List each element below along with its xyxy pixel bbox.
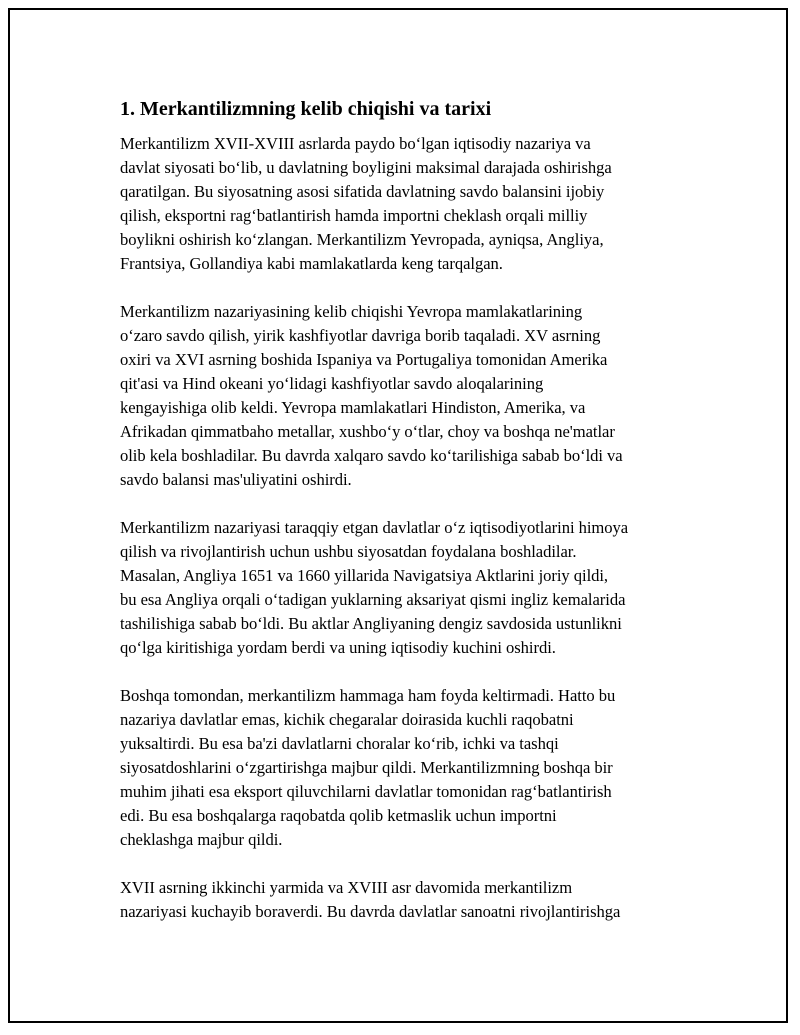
paragraph-line: boylikni oshirish ko‘zlangan. Merkantilizm Yevropada, ayniqsa, Angliya,: [120, 230, 604, 249]
paragraph-line: davlat siyosati bo‘lib, u davlatning boyligini maksimal darajada oshirishga: [120, 158, 612, 177]
paragraph-line: bu esa Angliya orqali o‘tadigan yuklarning aksariyat qismi ingliz kemalarida: [120, 590, 626, 609]
paragraph-line: Masalan, Angliya 1651 va 1660 yillarida Navigatsiya Aktlarini joriy qildi,: [120, 566, 609, 585]
paragraph-line: qilish va rivojlantirish uchun ushbu siyosatdan foydalana boshladilar.: [120, 542, 577, 561]
document-page: [8, 8, 788, 1023]
paragraph-line: nazariya davlatlar emas, kichik chegaralar doirasida kuchli raqobatni: [120, 710, 574, 729]
paragraph-line: Merkantilizm XVII-XVIII asrlarda paydo bo‘lgan iqtisodiy nazariya va: [120, 134, 591, 153]
paragraph-line: Frantsiya, Gollandiya kabi mamlakatlarda keng tarqalgan.: [120, 254, 503, 273]
paragraph-line: olib kela boshladilar. Bu davrda xalqaro savdo ko‘tarilishiga sabab bo‘ldi va: [120, 446, 623, 465]
paragraph-line: kengayishiga olib keldi. Yevropa mamlakatlari Hindiston, Amerika, va: [120, 398, 586, 417]
paragraph-line: qo‘lga kiritishiga yordam berdi va uning iqtisodiy kuchini oshirdi.: [120, 638, 556, 657]
paragraph-container: [120, 132, 700, 924]
paragraph-line: nazariyasi kuchayib boraverdi. Bu davrda davlatlar sanoatni rivojlantirishga: [120, 902, 621, 921]
paragraph-line: qilish, eksportni rag‘batlantirish hamda importni cheklash orqali milliy: [120, 206, 588, 225]
paragraph-line: edi. Bu esa boshqalarga raqobatda qolib ketmaslik uchun importni: [120, 806, 557, 825]
paragraph: [120, 876, 700, 924]
paragraph-line: o‘zaro savdo qilish, yirik kashfiyotlar davriga borib taqaladi. XV asrning: [120, 326, 601, 345]
paragraph: [120, 300, 700, 492]
document-body: [120, 96, 700, 948]
paragraph-line: qit'asi va Hind okeani yo‘lidagi kashfiyotlar savdo aloqalarining: [120, 374, 544, 393]
paragraph-line: oxiri va XVI asrning boshida Ispaniya va Portugaliya tomonidan Amerika: [120, 350, 608, 369]
paragraph-line: savdo balansi mas'uliyatini oshirdi.: [120, 470, 352, 489]
section-heading: 1. Merkantilizmning kelib chiqishi va tarixi: [120, 98, 492, 120]
paragraph: [120, 516, 700, 660]
paragraph-line: siyosatdoshlarini o‘zgartirishga majbur qildi. Merkantilizmning boshqa bir: [120, 758, 613, 777]
paragraph-line: qaratilgan. Bu siyosatning asosi sifatida davlatning savdo balansini ijobiy: [120, 182, 605, 201]
paragraph-line: Afrikadan qimmatbaho metallar, xushbo‘y o‘tlar, choy va boshqa ne'matlar: [120, 422, 615, 441]
paragraph-line: cheklashga majbur qildi.: [120, 830, 283, 849]
paragraph-line: muhim jihati esa eksport qiluvchilarni davlatlar tomonidan rag‘batlantirish: [120, 782, 612, 801]
paragraph-line: Merkantilizm nazariyasining kelib chiqishi Yevropa mamlakatlarining: [120, 302, 583, 321]
paragraph-line: XVII asrning ikkinchi yarmida va XVIII asr davomida merkantilizm: [120, 878, 573, 897]
paragraph-line: Boshqa tomondan, merkantilizm hammaga ham foyda keltirmadi. Hatto bu: [120, 686, 616, 705]
paragraph-line: tashilishiga sabab bo‘ldi. Bu aktlar Angliyaning dengiz savdosida ustunlikni: [120, 614, 622, 633]
paragraph: [120, 684, 700, 852]
paragraph: [120, 132, 700, 276]
paragraph-line: yuksaltirdi. Bu esa ba'zi davlatlarni choralar ko‘rib, ichki va tashqi: [120, 734, 559, 753]
paragraph-line: Merkantilizm nazariyasi taraqqiy etgan davlatlar o‘z iqtisodiyotlarini himoya: [120, 518, 629, 537]
